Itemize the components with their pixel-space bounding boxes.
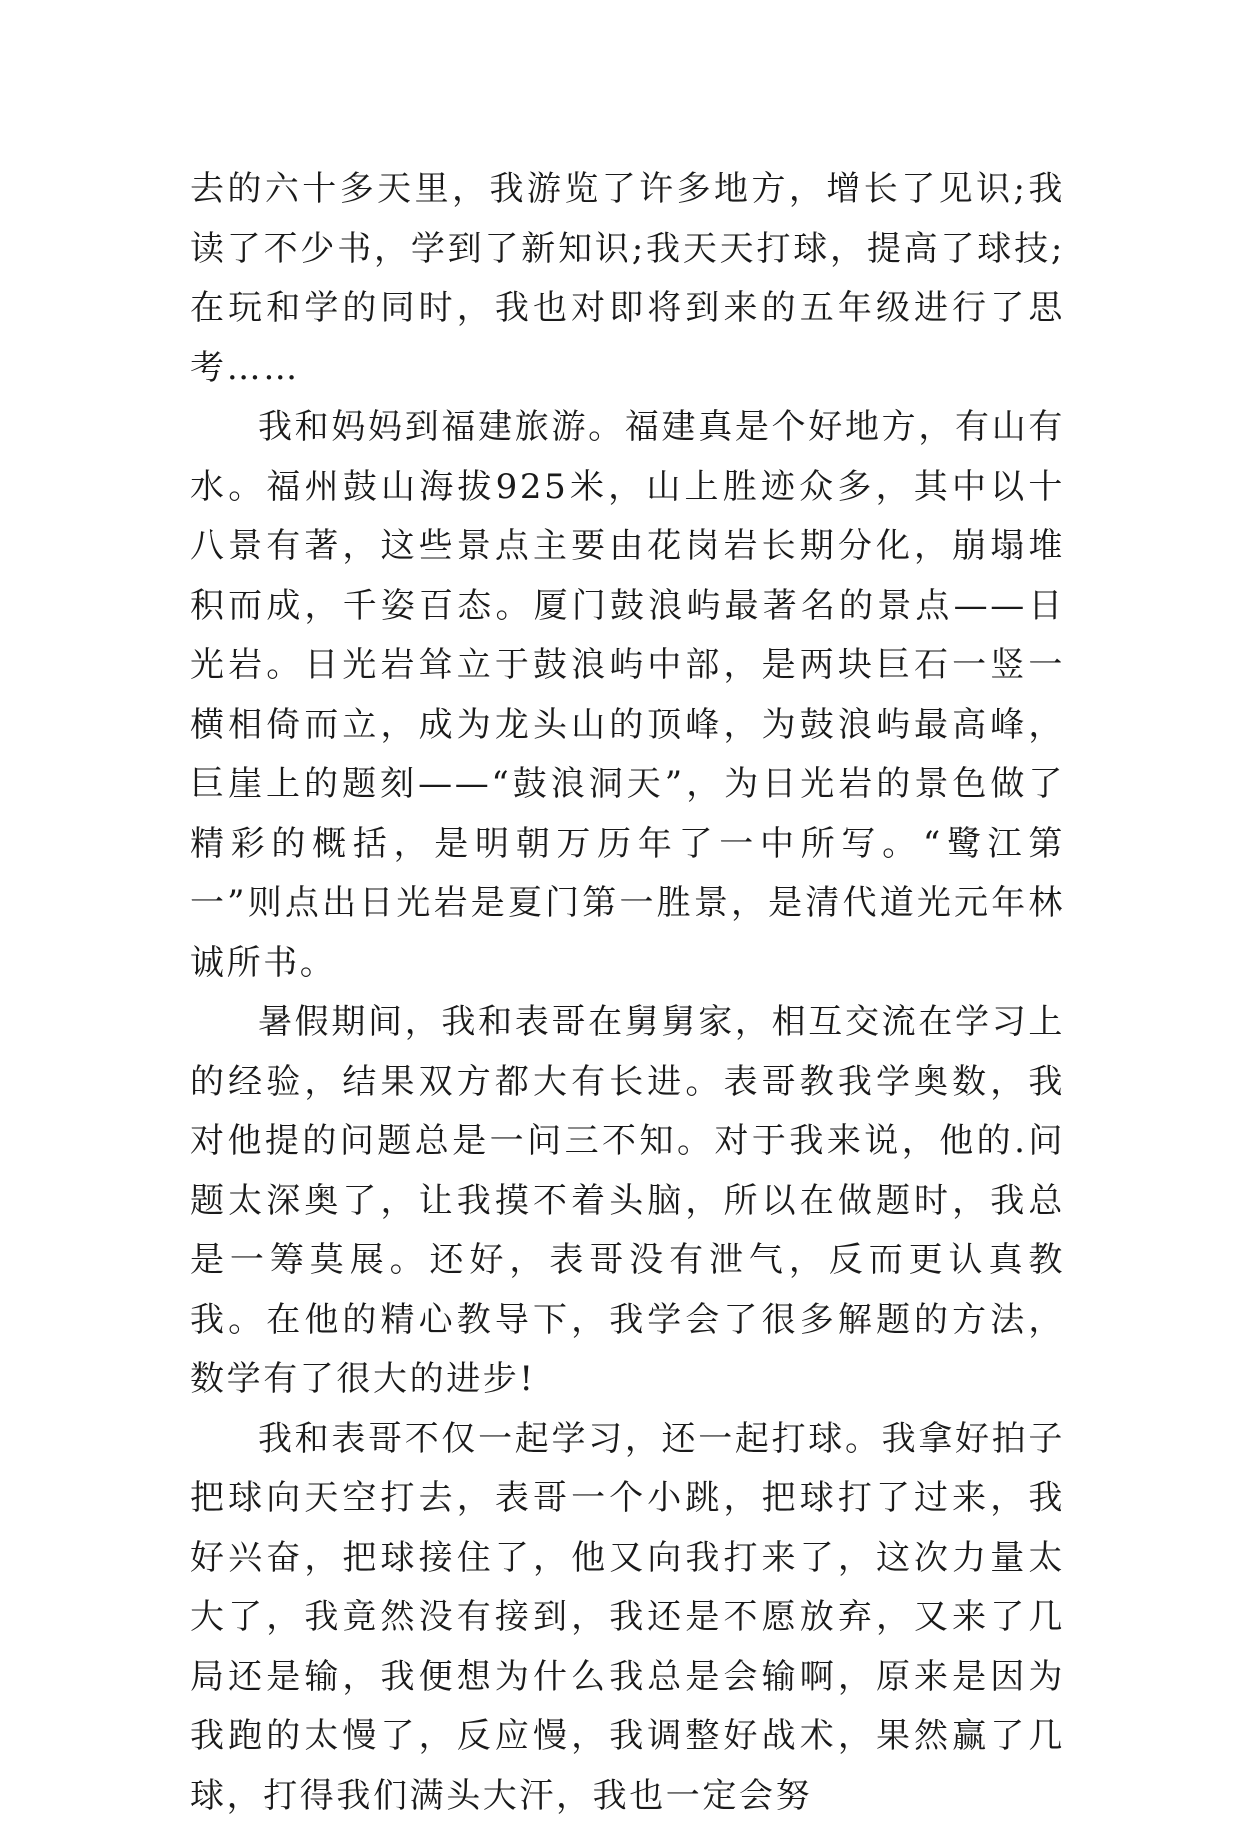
- paragraph-playing-ball: 我和表哥不仅一起学习，还一起打球。我拿好拍子把球向天空打去，表哥一个小跳，把球打了过来，我好兴奋，把球接住了，他又向我打来了，这次力量太大了，我竟然没有接到，我还是不愿放弃，又来了几局还是输，我便想为什么我总是会输啊，原来是因为我跑的太慢了，反应慢，我调整好战术，果然赢了几球，打得我们满头大汗，我也一定会努: [190, 1410, 1065, 1826]
- paragraph-continuation: 去的六十多天里，我游览了许多地方，增长了见识;我读了不少书，学到了新知识;我天天打球，提高了球技;在玩和学的同时，我也对即将到来的五年级进行了思考……: [190, 160, 1065, 398]
- paragraph-study-with-cousin: 暑假期间，我和表哥在舅舅家，相互交流在学习上的经验，结果双方都大有长进。表哥教我学奥数，我对他提的问题总是一问三不知。对于我来说，他的.问题太深奥了，让我摸不着头脑，所以在做题时，我总是一筹莫展。还好，表哥没有泄气，反而更认真教我。在他的精心教导下，我学会了很多解题的方法，数学有了很大的进步!: [190, 993, 1065, 1410]
- paragraph-fujian-trip: 我和妈妈到福建旅游。福建真是个好地方，有山有水。福州鼓山海拔925米，山上胜迹众多，其中以十八景有著，这些景点主要由花岗岩长期分化，崩塌堆积而成，千姿百态。厦门鼓浪屿最著名的景点——日光岩。日光岩耸立于鼓浪屿中部，是两块巨石一竖一横相倚而立，成为龙头山的顶峰，为鼓浪屿最高峰，巨崖上的题刻——“鼓浪洞天”，为日光岩的景色做了精彩的概括，是明朝万历年了一中所写。“鹭江第一”则点出日光岩是夏门第一胜景，是清代道光元年林诚所书。: [190, 398, 1065, 993]
- document-body: [190, 160, 1065, 1826]
